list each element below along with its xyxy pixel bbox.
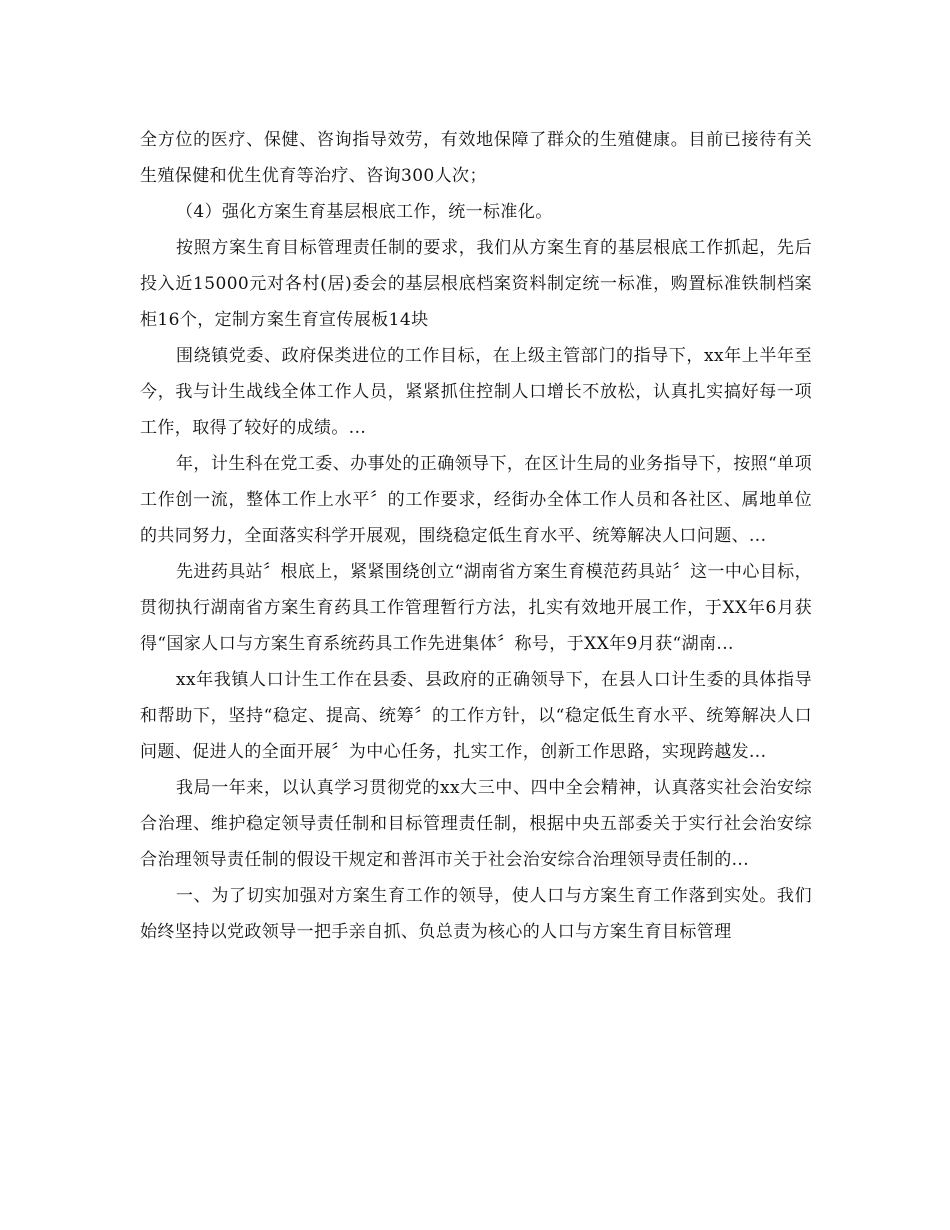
paragraph-8: 我局一年来，以认真学习贯彻党的xx大三中、四中全会精神，认真落实社会治安综合治理、维护稳定领导责任制和目标管理责任制，根据中央五部委关于实行社会治安综合治理领导责任制的假设干规定和普洱市关于社会治安综合治理领导责任制的... [140,778,812,870]
paragraph-2: （4）强化方案生育基层根底工作，统一标准化。 [176,202,553,222]
document-body [140,122,812,950]
paragraph-3: 按照方案生育目标管理责任制的要求，我们从方案生育的基层根底工作抓起，先后投入近15000元对各村(居)委会的基层根底档案资料制定统一标准，购置标准铁制档案柜16个，定制方案生育宣传展板14块 [140,238,812,330]
paragraph-4: 围绕镇党委、政府保类进位的工作目标，在上级主管部门的指导下，xx年上半年至今，我与计生战线全体工作人员，紧紧抓住控制人口增长不放松，认真扎实搞好每一项工作，取得了较好的成绩。... [140,346,812,438]
paragraph-1: 全方位的医疗、保健、咨询指导效劳，有效地保障了群众的生殖健康。目前已接待有关生殖保健和优生优育等治疗、咨询300人次； [140,130,812,186]
paragraph-9: 一、为了切实加强对方案生育工作的领导，使人口与方案生育工作落到实处。我们始终坚持以党政领导一把手亲自抓、负总责为核心的人口与方案生育目标管理 [140,886,812,942]
paragraph-5: 年，计生科在党工委、办事处的正确领导下，在区计生局的业务指导下，按照“单项工作创一流，整体工作上水平〞的工作要求，经街办全体工作人员和各社区、属地单位的共同努力，全面落实科学开展观，围绕稳定低生育水平、统筹解决人口问题、... [140,454,812,546]
paragraph-6: 先进药具站〞根底上，紧紧围绕创立“湖南省方案生育模范药具站〞这一中心目标，贯彻执行湖南省方案生育药具工作管理暂行方法，扎实有效地开展工作，于XX年6月获得“国家人口与方案生育系统药具工作先进集体〞称号，于XX年9月获“湖南... [140,562,812,654]
paragraph-7: xx年我镇人口计生工作在县委、县政府的正确领导下，在县人口计生委的具体指导和帮助下，坚持“稳定、提高、统筹〞的工作方针，以“稳定低生育水平、统筹解决人口问题、促进人的全面开展〞为中心任务，扎实工作，创新工作思路，实现跨越发... [140,670,812,762]
